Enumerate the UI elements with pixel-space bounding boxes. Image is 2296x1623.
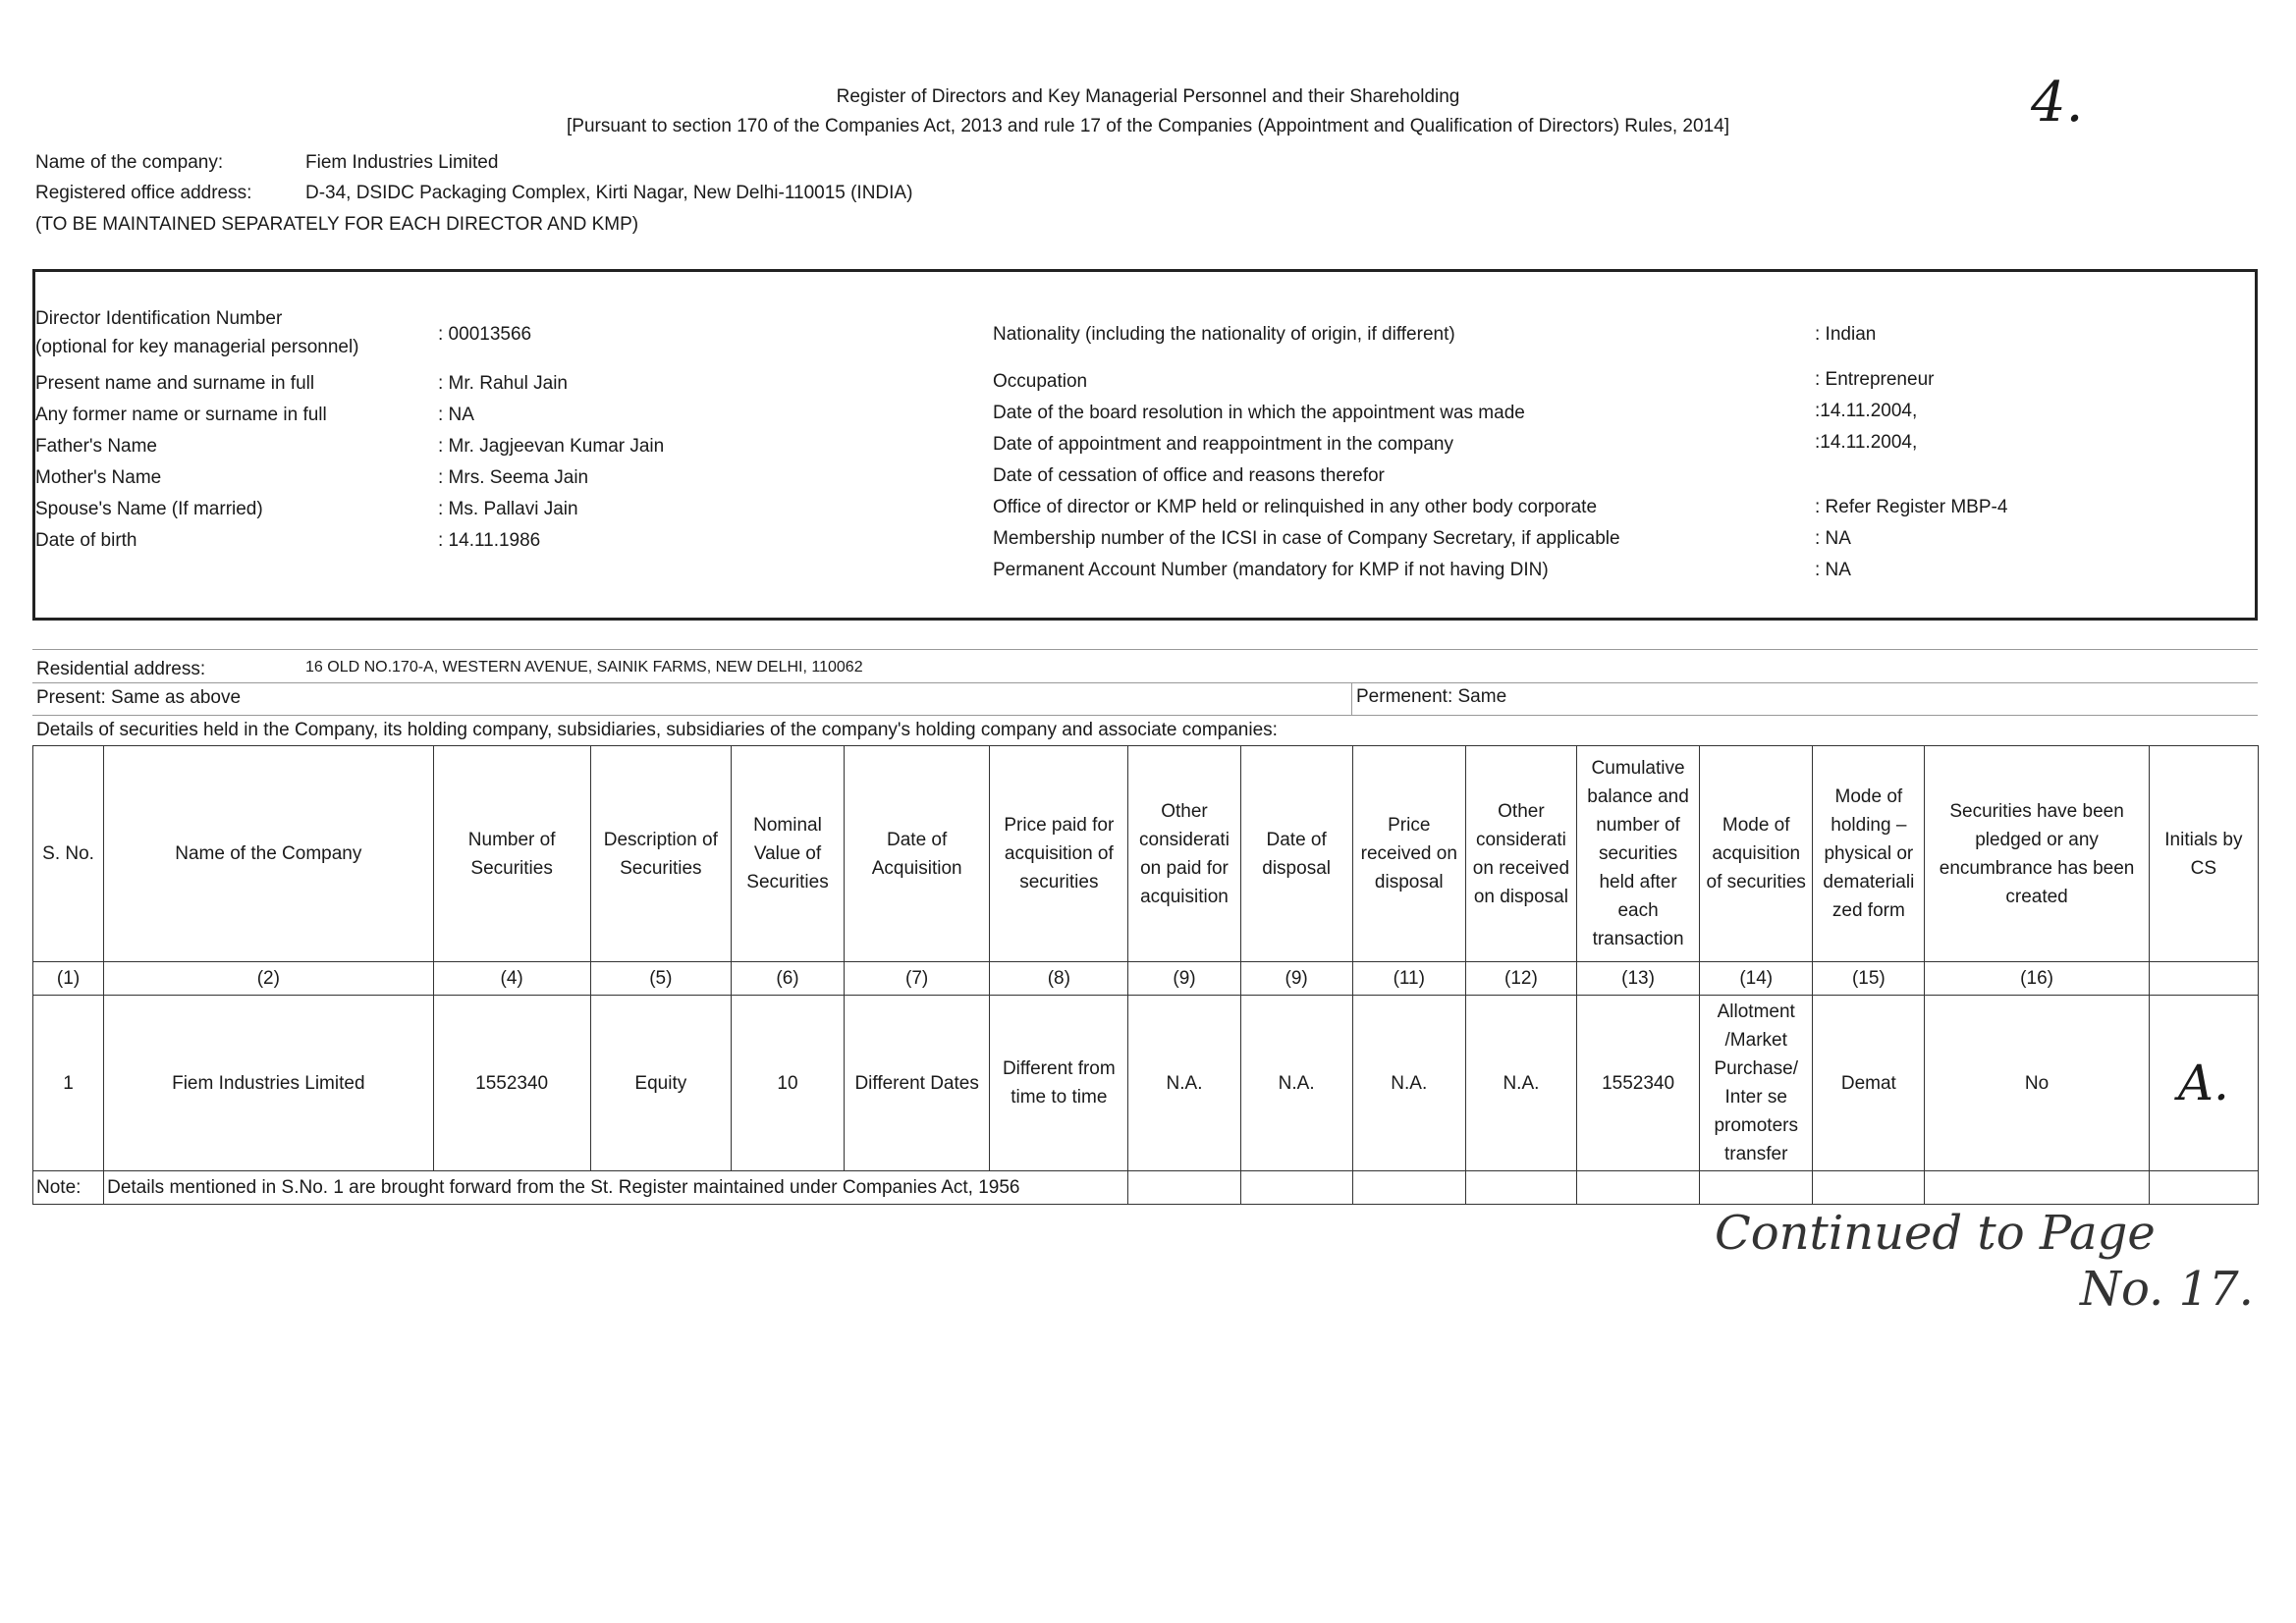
table-cell: 1 <box>33 996 104 1171</box>
present-name-label: Present name and surname in full <box>35 373 315 394</box>
icsi-membership-value: : NA <box>1815 528 1851 549</box>
office-address-value: D-34, DSIDC Packaging Complex, Kirti Nagar, New Delhi-110015 (INDIA) <box>305 183 913 203</box>
header-cell: Other considerati on paid for acquisition <box>1128 746 1240 962</box>
column-number: (2) <box>104 962 433 996</box>
header-cell: Description of Securities <box>590 746 731 962</box>
header-cell: S. No. <box>33 746 104 962</box>
table-cell <box>1240 1171 1352 1205</box>
occupation-value: : Entrepreneur <box>1815 369 1935 390</box>
column-number: (15) <box>1813 962 1925 996</box>
dob-value: : 14.11.1986 <box>438 530 541 551</box>
table-cell: Different Dates <box>845 996 990 1171</box>
table-cell <box>1352 1171 1465 1205</box>
occupation-label: Occupation <box>993 371 1088 392</box>
maintenance-note: (TO BE MAINTAINED SEPARATELY FOR EACH DIRECTOR AND KMP) <box>35 214 639 235</box>
register-title: Register of Directors and Key Managerial Personnel and their Shareholding <box>836 86 1460 107</box>
cs-initials-signature: A. <box>2149 996 2258 1171</box>
table-cell: No <box>1925 996 2149 1171</box>
table-cell <box>1128 1171 1240 1205</box>
column-number: (14) <box>1700 962 1813 996</box>
header-cell: Cumulative balance and number of securities held after each transaction <box>1576 746 1699 962</box>
father-name-value: : Mr. Jagjeevan Kumar Jain <box>438 436 665 457</box>
dob-label: Date of birth <box>35 530 137 551</box>
table-cell <box>1925 1171 2149 1205</box>
residential-address-value: 16 OLD NO.170-A, WESTERN AVENUE, SAINIK FARMS, NEW DELHI, 110062 <box>305 659 863 676</box>
table-cell: N.A. <box>1128 996 1240 1171</box>
appointment-date-label: Date of appointment and reappointment in the company <box>993 434 1453 455</box>
other-office-label: Office of director or KMP held or relinquished in any other body corporate <box>993 497 1598 517</box>
securities-heading: Details of securities held in the Company, its holding company, subsidiaries, subsidiaries of the company's holding company and associate companies: <box>36 720 1278 740</box>
header-cell: Date of disposal <box>1240 746 1352 962</box>
table-row <box>33 996 2259 1171</box>
header-cell: Price paid for acquisition of securities <box>990 746 1128 962</box>
table-cell <box>1813 1171 1925 1205</box>
register-subtitle: [Pursuant to section 170 of the Companies Act, 2013 and rule 17 of the Companies (Appointment and Qualification of Directors) Rules, 2014] <box>567 116 1729 136</box>
header-cell: Nominal Value of Securities <box>731 746 844 962</box>
column-number: (1) <box>33 962 104 996</box>
table-cell: N.A. <box>1240 996 1352 1171</box>
appointment-date-value: :14.11.2004, <box>1815 432 1918 453</box>
table-header-row <box>33 746 2259 962</box>
table-cell <box>1700 1171 1813 1205</box>
table-cell: 10 <box>731 996 844 1171</box>
handwritten-continued-note: Continued to Page <box>1715 1206 2156 1261</box>
other-office-value: : Refer Register MBP-4 <box>1815 497 2008 517</box>
column-number: (6) <box>731 962 844 996</box>
pan-label: Permanent Account Number (mandatory for KMP if not having DIN) <box>993 560 1549 580</box>
column-number: (5) <box>590 962 731 996</box>
column-number: (4) <box>433 962 590 996</box>
column-number <box>2149 962 2258 996</box>
father-name-label: Father's Name <box>35 436 158 457</box>
header-cell: Number of Securities <box>433 746 590 962</box>
present-name-value: : Mr. Rahul Jain <box>438 373 568 394</box>
header-cell: Price received on disposal <box>1352 746 1465 962</box>
pan-value: : NA <box>1815 560 1851 580</box>
divider <box>32 649 2258 650</box>
divider <box>32 715 2258 716</box>
former-name-label: Any former name or surname in full <box>35 405 327 425</box>
mother-name-value: : Mrs. Seema Jain <box>438 467 589 488</box>
header-cell: Securities have been pledged or any encumbrance has been created <box>1925 746 2149 962</box>
divider <box>32 682 2258 683</box>
column-number: (12) <box>1465 962 1576 996</box>
table-cell <box>1576 1171 1699 1205</box>
icsi-membership-label: Membership number of the ICSI in case of Company Secretary, if applicable <box>993 528 1620 549</box>
table-cell: N.A. <box>1352 996 1465 1171</box>
table-cell: Different from time to time <box>990 996 1128 1171</box>
table-cell: 1552340 <box>433 996 590 1171</box>
securities-table <box>32 745 2259 1205</box>
header-cell: Other considerati on received on disposal <box>1465 746 1576 962</box>
note-text: Details mentioned in S.No. 1 are brought forward from the St. Register maintained under Companies Act, 1956 <box>104 1171 1128 1205</box>
table-cell: N.A. <box>1465 996 1576 1171</box>
company-name-value: Fiem Industries Limited <box>305 152 499 173</box>
present-address: Present: Same as above <box>36 687 242 708</box>
handwritten-page-reference: No. 17. <box>2080 1262 2254 1317</box>
header-cell: Mode of acquisition of securities <box>1700 746 1813 962</box>
column-number: (16) <box>1925 962 2149 996</box>
table-cell: Demat <box>1813 996 1925 1171</box>
table-cell <box>2149 1171 2258 1205</box>
table-cell: 1552340 <box>1576 996 1699 1171</box>
nationality-label: Nationality (including the nationality of origin, if different) <box>993 324 1455 345</box>
column-number-row <box>33 962 2259 996</box>
column-number: (7) <box>845 962 990 996</box>
table-cell: Allotment /Market Purchase/ Inter se promoters transfer <box>1700 996 1813 1171</box>
permanent-address: Permenent: Same <box>1356 686 1507 707</box>
column-number: (9) <box>1240 962 1352 996</box>
column-number: (11) <box>1352 962 1465 996</box>
company-name-label: Name of the company: <box>35 152 224 173</box>
header-cell: Mode of holding – physical or demateriali zed form <box>1813 746 1925 962</box>
header-cell: Initials by CS <box>2149 746 2258 962</box>
cessation-label: Date of cessation of office and reasons therefor <box>993 465 1385 486</box>
column-number: (13) <box>1576 962 1699 996</box>
din-value: : 00013566 <box>438 324 532 345</box>
former-name-value: : NA <box>438 405 474 425</box>
column-number: (9) <box>1128 962 1240 996</box>
handwritten-page-number: 4. <box>2031 71 2084 135</box>
note-row <box>33 1171 2259 1205</box>
residential-address-label: Residential address: <box>36 659 206 679</box>
office-address-label: Registered office address: <box>35 183 252 203</box>
note-label: Note: <box>33 1171 104 1205</box>
divider <box>1351 682 1352 715</box>
nationality-value: : Indian <box>1815 324 1877 345</box>
column-number: (8) <box>990 962 1128 996</box>
mother-name-label: Mother's Name <box>35 467 162 488</box>
din-label-sub: (optional for key managerial personnel) <box>35 337 359 357</box>
spouse-name-label: Spouse's Name (If married) <box>35 499 263 519</box>
header-cell: Date of Acquisition <box>845 746 990 962</box>
din-label: Director Identification Number <box>35 308 283 329</box>
header-cell: Name of the Company <box>104 746 433 962</box>
table-cell: Fiem Industries Limited <box>104 996 433 1171</box>
spouse-name-value: : Ms. Pallavi Jain <box>438 499 578 519</box>
table-cell <box>1465 1171 1576 1205</box>
table-cell: Equity <box>590 996 731 1171</box>
board-resolution-label: Date of the board resolution in which the appointment was made <box>993 403 1525 423</box>
board-resolution-value: :14.11.2004, <box>1815 401 1918 421</box>
